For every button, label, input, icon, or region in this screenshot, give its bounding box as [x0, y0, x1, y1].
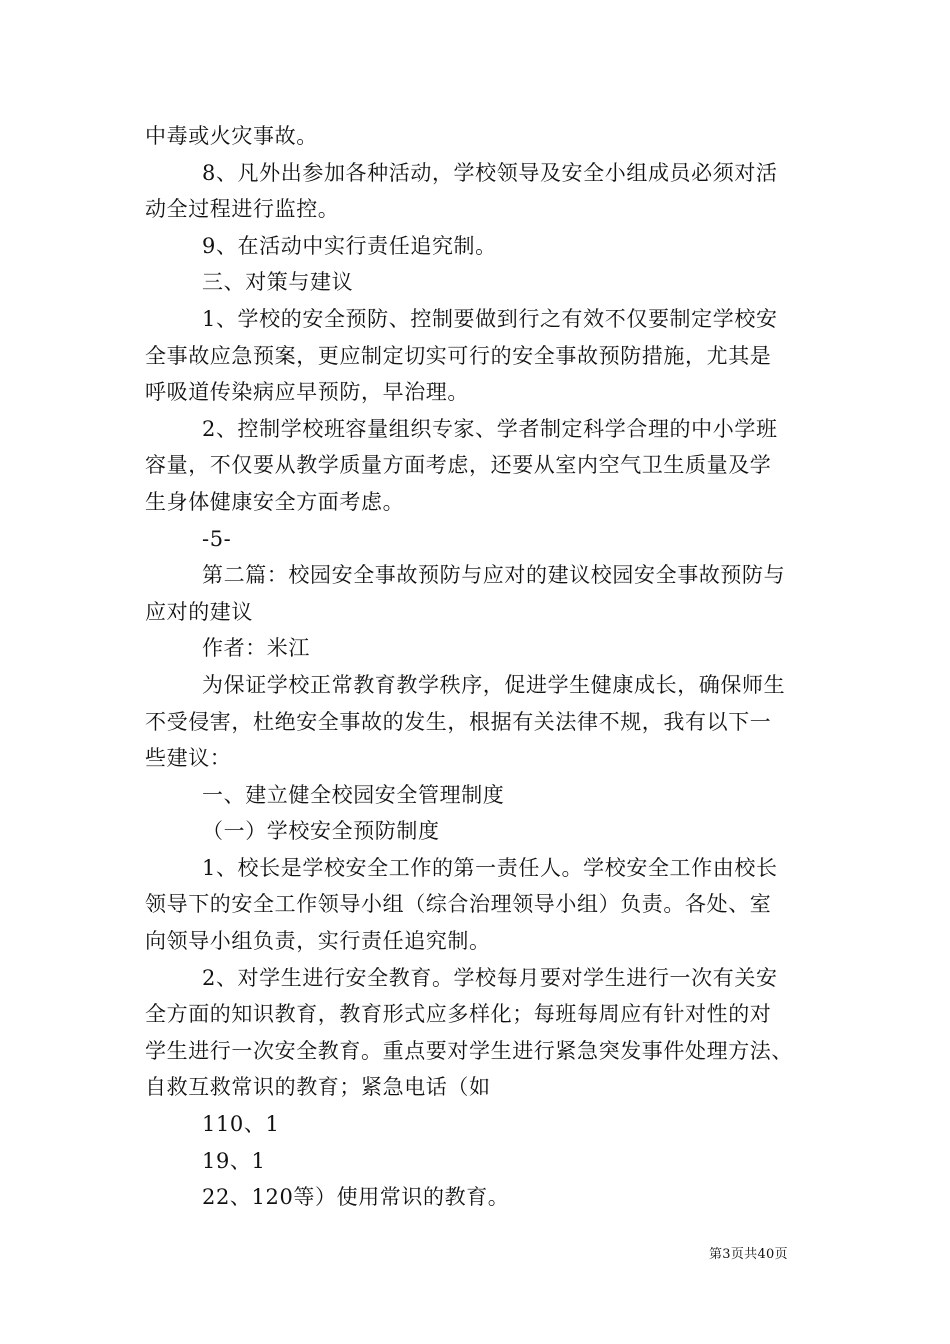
text-line: 学生进行一次安全教育。重点要对学生进行紧急突发事件处理方法、	[145, 1038, 793, 1063]
text-line: 为保证学校正常教育教学秩序，促进学生健康成长，确保师生	[202, 672, 786, 697]
text-line: 向领导小组负责，实行责任追究制。	[145, 929, 491, 954]
text-line: 生身体健康安全方面考虑。	[145, 489, 405, 514]
text-line: 第二篇：校园安全事故预防与应对的建议校园安全事故预防与	[202, 563, 786, 588]
text-line: 作者：米江	[202, 636, 310, 661]
text-line: 容量，不仅要从教学质量方面考虑，还要从室内空气卫生质量及学	[145, 453, 772, 478]
text-line: 22、120等）使用常识的教育。	[202, 1185, 510, 1210]
text-line: 些建议：	[145, 746, 232, 771]
text-line: 不受侵害，杜绝安全事故的发生，根据有关法律不规，我有以下一	[145, 709, 772, 734]
text-line: 动全过程进行监控。	[145, 197, 340, 222]
text-line: 一、建立健全校园安全管理制度	[202, 782, 505, 807]
text-line: 9、在活动中实行责任追究制。	[202, 233, 497, 258]
text-line: 110、1	[202, 1112, 280, 1137]
text-line: 中毒或火灾事故。	[145, 124, 318, 148]
text-line: 全方面的知识教育，教育形式应多样化；每班每周应有针对性的对	[145, 1002, 772, 1027]
text-line: 应对的建议	[145, 599, 253, 624]
text-line: 领导下的安全工作领导小组（综合治理领导小组）负责。各处、室	[145, 892, 772, 917]
page-footer: 第3页共40页	[709, 1247, 788, 1262]
text-line: 全事故应急预案，更应制定切实可行的安全事故预防措施，尤其是	[145, 343, 772, 368]
document-body	[145, 118, 810, 1216]
text-line: 三、对策与建议	[202, 270, 354, 295]
text-line: 1、学校的安全预防、控制要做到行之有效不仅要制定学校安	[202, 306, 778, 331]
text-line: （一）学校安全预防制度	[202, 819, 440, 844]
text-line: -5-	[202, 526, 232, 551]
text-line: 自救互救常识的教育；紧急电话（如	[145, 1075, 491, 1100]
text-line: 1、校长是学校安全工作的第一责任人。学校安全工作由校长	[202, 855, 778, 880]
text-line: 2、控制学校班容量组织专家、学者制定科学合理的中小学班	[202, 416, 778, 441]
text-line: 19、1	[202, 1148, 266, 1173]
text-line: 2、对学生进行安全教育。学校每月要对学生进行一次有关安	[202, 965, 778, 990]
text-line: 8、凡外出参加各种活动，学校领导及安全小组成员必须对活	[202, 160, 778, 185]
text-line: 呼吸道传染病应早预防，早治理。	[145, 380, 469, 405]
